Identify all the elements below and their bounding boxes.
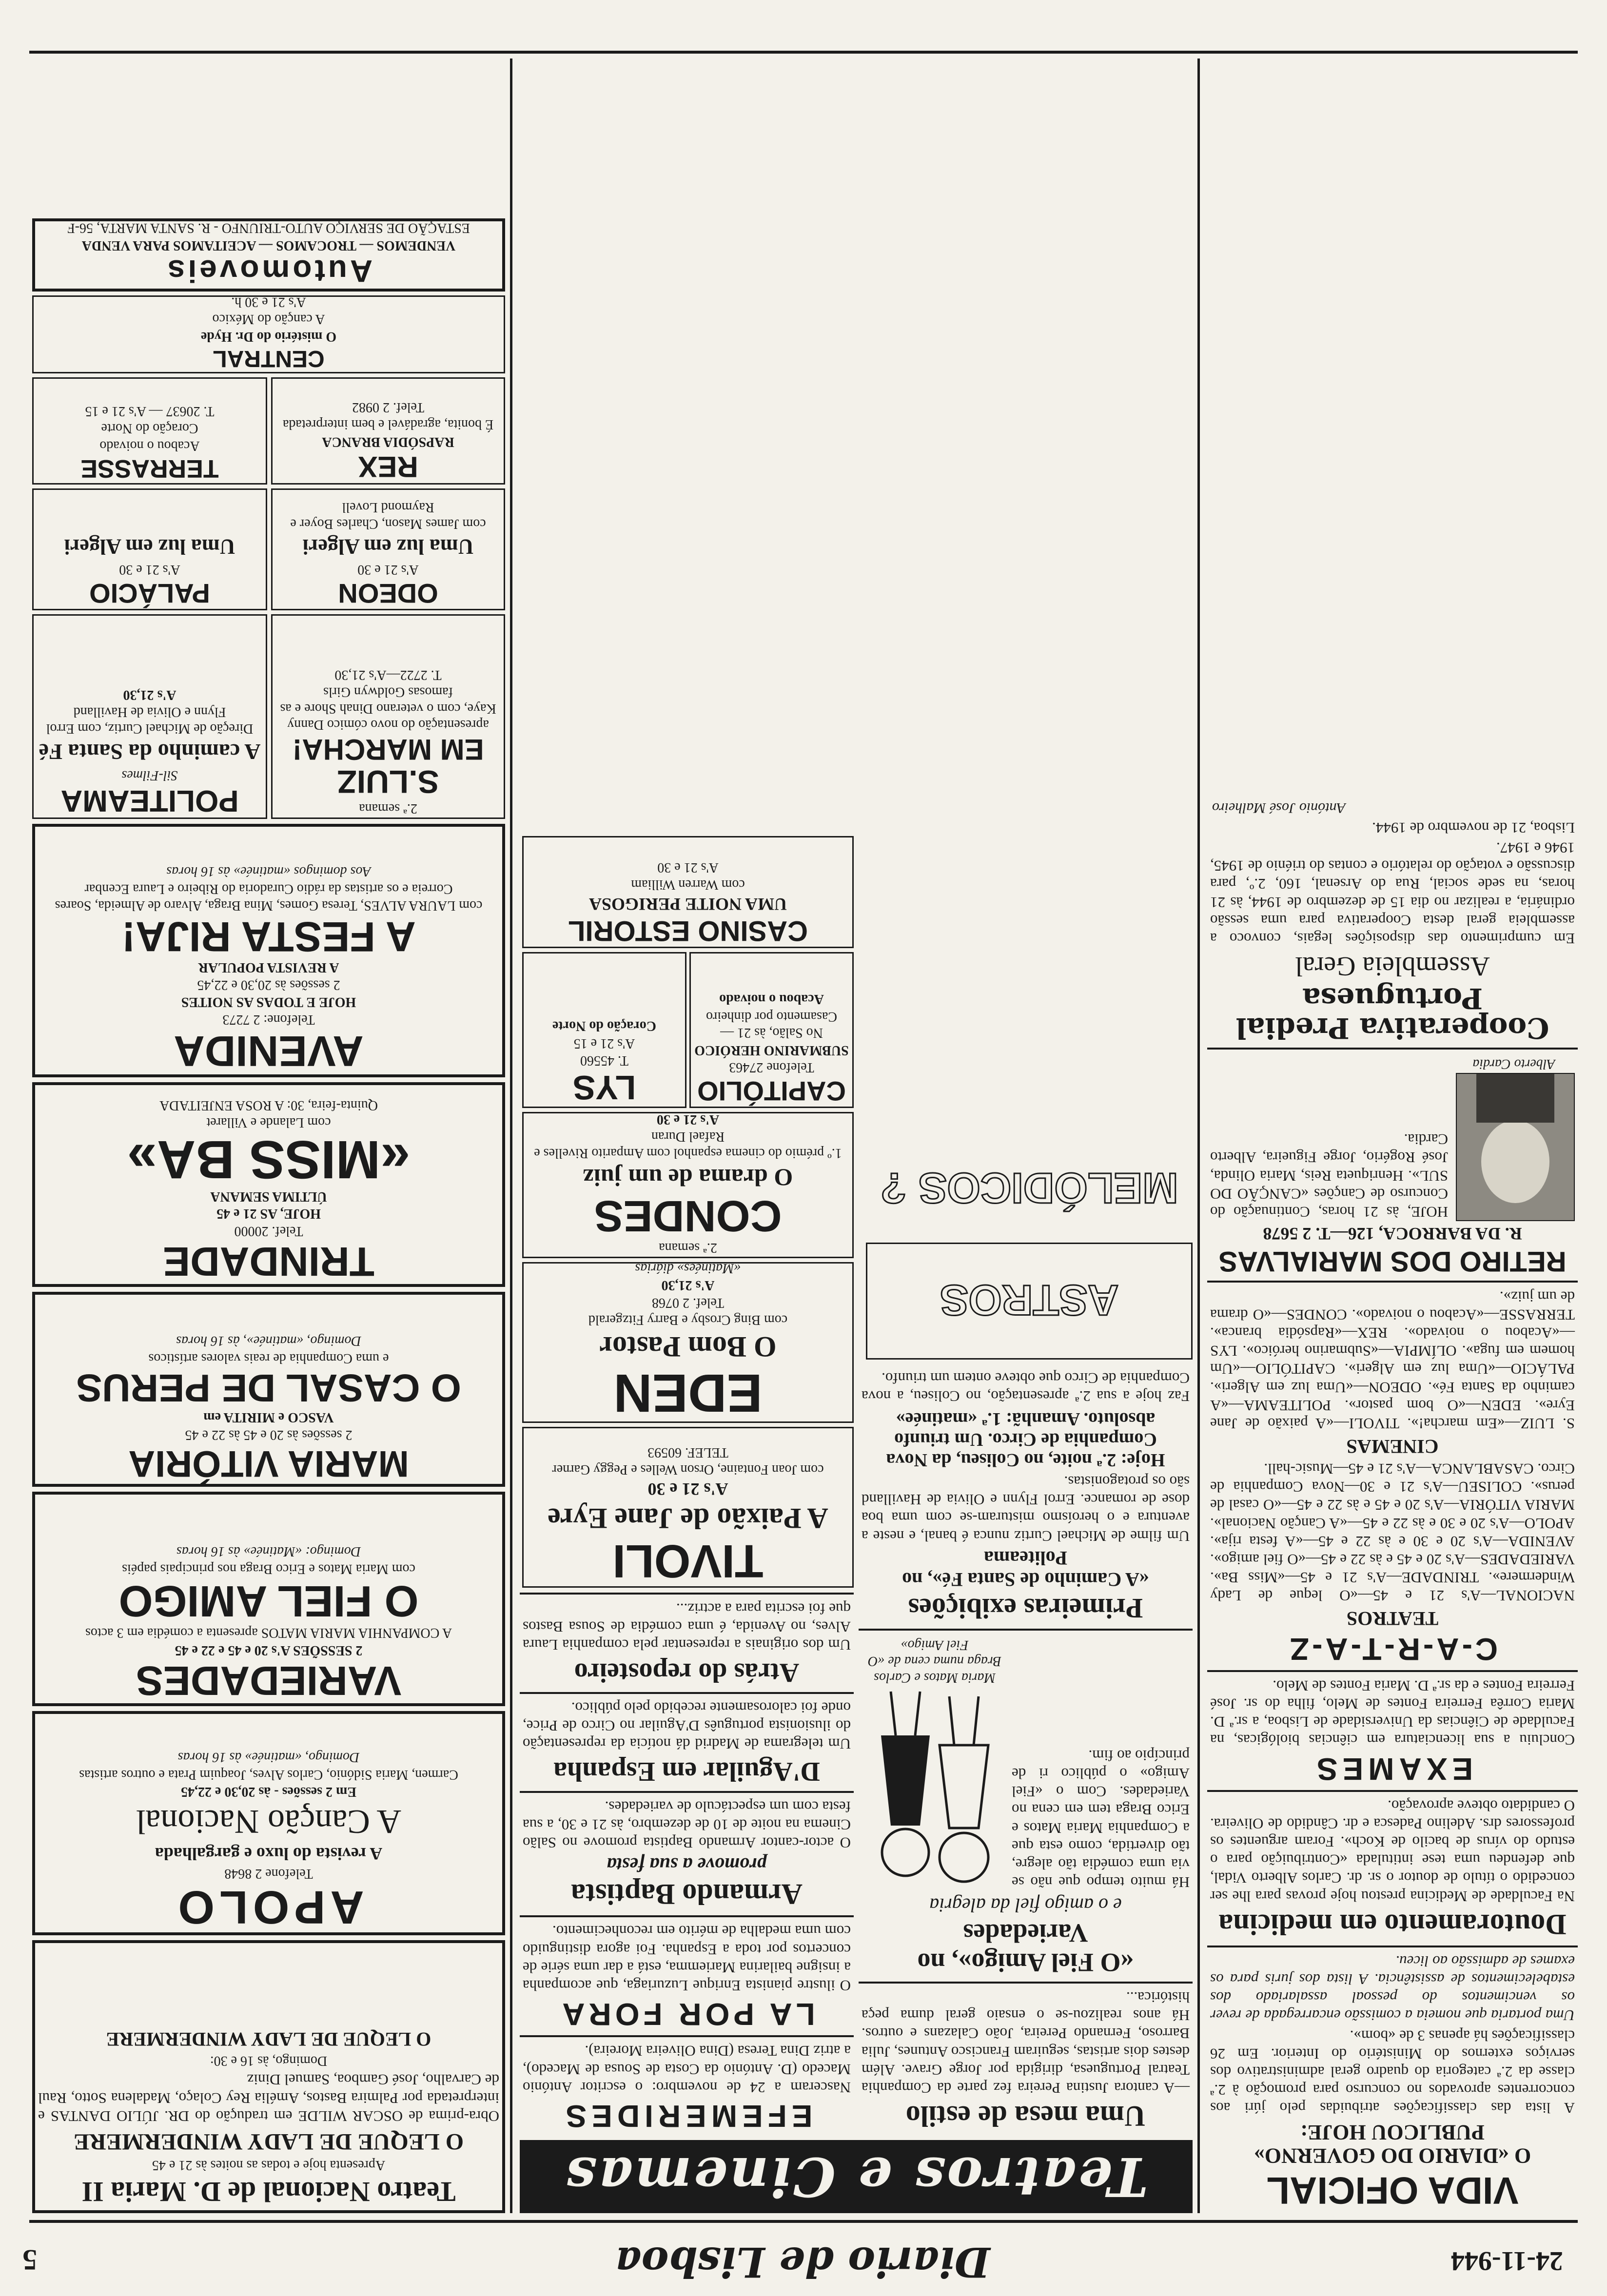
portrait-image — [1456, 1073, 1575, 1221]
eden-cast: com Bing Crosby e Barry Fitzgerald — [588, 1312, 788, 1328]
central-title: CENTRAL — [213, 346, 325, 371]
avenida-ad — [32, 824, 505, 1077]
capitolio-extra: Acabou o noivado — [719, 992, 824, 1007]
palacio-ad — [32, 488, 267, 610]
page-number: 5 — [22, 2244, 37, 2276]
tivoli-title: TIVOLI — [612, 1535, 764, 1588]
maria-vitoria-ad — [32, 1292, 505, 1487]
mesa-estilo-text: —A cantora Justina Pereira fez parte da Companhia Teatral Portuguesa, dirigida por Jorge Grave. Além destes dois artistas, seguiram Francisco Antunes, Julia Barroso, Fernando Pereira, João Calazans e outros. Há anos realizou-se o ensaio geral duma peça histórica... — [862, 1989, 1190, 2097]
efemerides-heading: EFEMERIDES — [561, 2099, 813, 2134]
central-extra: A canção do México — [212, 311, 325, 327]
armando-sub: promove a sua festa — [607, 1854, 767, 1876]
variedades-show: O FIEL AMIGO — [118, 1576, 419, 1625]
trindade-show: «MISS BA» — [127, 1129, 411, 1190]
sao-luiz-show: EM MARCHA! — [292, 733, 484, 766]
odeon-show: Uma luz em Algeri — [302, 535, 474, 559]
divider — [520, 2035, 854, 2037]
cooperativa-signature: António José Malheiro — [1212, 799, 1346, 816]
divider — [1207, 1670, 1578, 1672]
divider — [520, 1692, 854, 1694]
la-por-fora-text: O ilustre pianista Enrique Luzuriaga, que acompanha a insigne bailarina Mariemma, está a dar uma série de concertos por toda a Espanha. Foi agora distinguido com uma medalha de mérito em reconhecimento. — [523, 1923, 851, 1995]
fiel-amigo-text: Há muito tempo que não se via uma comédia tão alegre, tão divertida, como esta que a Companhia Maria Matos e Erico Braga tem em cena no Variedades. Com o «Fiel Amigo» o público ri de princípio ao fim. — [1012, 1747, 1190, 1891]
sao-luiz-phone: T. 2722—A's 21,30 — [334, 667, 442, 682]
avenida-sub: HOJE E TODAS AS NOITES — [181, 994, 356, 1010]
divider — [520, 1915, 854, 1917]
column-middle — [520, 58, 1193, 2213]
efemerides-text: Nasceram a 24 de novembro: o escritor António Macedo (D. António da Costa de Sousa de Macedo), a atriz Dina Teresa (Dina Oliveira Moreira). — [523, 2043, 851, 2096]
sao-luiz-title: S.LUIZ — [337, 764, 439, 800]
apolo-sunday: Domingo, «matinée» às 16 horas — [177, 1750, 360, 1765]
divider — [1207, 1048, 1578, 1050]
retiro-heading: RETIRO DOS MARIALVAS — [1218, 1245, 1567, 1278]
exames-text: Concluiu a sua licenciatura em ciências biológicas, na Faculdade de Ciências da Universidade de Lisboa, a sr.ª D. Maria Corrêa Ferreira Fontes de Melo, filha do sr. José Ferreira Fontes e da sr.ª D. Maria Fontes de Melo. — [1210, 1677, 1575, 1749]
trindade-phone: Telef. 20000 — [234, 1224, 303, 1239]
variedades-title: VARIEDADES — [136, 1658, 402, 1704]
condes-title: CONDES — [594, 1191, 782, 1240]
lys-sessions: A's 21 e 15 — [573, 1035, 635, 1051]
divider — [1207, 1946, 1578, 1947]
avenida-tag: A REVISTA POPULAR — [198, 960, 339, 975]
sao-luiz-ad — [271, 614, 505, 819]
odeon-title: ODEON — [338, 578, 438, 609]
fiel-amigo-sub: e o amigo fiel da alegria — [929, 1894, 1122, 1917]
casino-show: UMA NOITE PERIGOSA — [588, 895, 787, 915]
masthead-date: 24-11-944 — [1450, 2246, 1563, 2276]
variedades-sunday: Domingo: «Matinée» às 16 horas — [176, 1544, 361, 1559]
page-bottom-rule — [29, 51, 1578, 54]
column-rule — [510, 58, 512, 2213]
variedades-ad — [32, 1492, 505, 1706]
politeama-show: A caminho da Santa Fé — [39, 739, 261, 765]
cartaz-teatros: NACIONAL—A's 21 e 45—«O leque de Lady Windermere». TRINDADE—A's 21 e 45—«Miss Ba». VARIEDADES—A's 20 e 45 e às 22 e 45—«O fiel amigo». AVENIDA—A's 20 e 30 e às 22 e 45—«A festa rija». APOLO—A's 20 e 30 e às 22 e 45—«A Canção Nacional». MARIA VITÓRIA—A's 20 e 45 e às 22 e 45—«O casal de perus». COLISEU—A's 21 e 30—Nova Companhia de Circo. CASABLANCA—A's 21 e 45—Music-hall. — [1210, 1460, 1575, 1605]
maria-vitoria-show: O CASAL DE PERUS — [76, 1366, 461, 1410]
condes-week: 2.ª semana — [659, 1240, 717, 1256]
capitolio-title: CAPITÓLIO — [697, 1076, 846, 1107]
nacional-ad — [32, 1940, 505, 2213]
nacional-sub: Apresenta hoje e todas as noites às 21 e 45 — [152, 2158, 386, 2173]
trindade-title: TRINDADE — [163, 1239, 374, 1284]
teatros-cinemas-banner: Teatros e Cinemas — [520, 2140, 1193, 2213]
armando-heading: Armando Baptista — [570, 1878, 803, 1911]
doutoramento-text: Na Faculdade de Medicina prestou hoje provas para lhe ser concedido o título de doutor o sr. dr. Carlos Alberto Vidal, que defendeu uma tese intitulada «Contribuição para o estudo do vírus de bacilo de Koch». Foram arguentes os professores drs. Adelino Padesca e dr. Cândido de Oliveira. O candidato obteve aprovação. — [1210, 1797, 1575, 1905]
rex-text: É bonita, agradável e bem interpretada — [282, 417, 494, 432]
politeama-sessions: A's 21,30 — [123, 687, 176, 702]
casino-sessions: A's 21 e 30 — [657, 859, 719, 875]
astros-heading: ASTROS MELÓDICOS ? — [880, 1164, 1178, 1324]
maria-vitoria-title: MARIA VITÓRIA — [128, 1443, 409, 1484]
avenida-phone: Telefone: 2 7273 — [222, 1012, 315, 1027]
sao-luiz-week: 2.ª semana — [359, 801, 417, 816]
tivoli-phone: TELEF. 60593 — [647, 1444, 728, 1460]
sao-luiz-text: apresentação do novo cómico Danny Kaye, com o veterano Dinah Shore e as famosas Goldwyn Girls — [280, 684, 496, 733]
nacional-footer: O LEQUE DE LADY WINDERMERE — [106, 2028, 431, 2050]
palacio-show: Uma luz em Algeri — [64, 535, 235, 559]
central-ad — [32, 295, 505, 373]
capitolio-show: SUBMARINO HERÓICO — [694, 1042, 849, 1058]
automoveis-ad — [32, 218, 505, 292]
terrasse-phone: T. 20637 — A's 21 e 15 — [85, 403, 215, 419]
condes-text: 1.º prémio do cinema espanhol com Amparito Rivelles e Rafael Duran — [534, 1129, 842, 1161]
trindade-sunday: Quinta-feira, 30: A ROSA ENJEITADA — [159, 1097, 378, 1113]
avenida-cast: com LAURA ALVES, Teresa Gomes, Mina Braga, Alvaro de Almeida, Soares Correia e os artistas da rádio Curadoria do Ribeiro e Laura Ecenbar — [55, 881, 483, 913]
eden-ad — [522, 1262, 854, 1423]
variedades-sessions: 2 SESSÕES A's 20 e 45 e 22 e 45 — [175, 1643, 363, 1658]
politeama-cast: Direção de Michael Curtiz, com Errol Flynn e Olivia de Havilland — [46, 704, 254, 736]
rex-show: RAPSÓDIA BRANCA — [322, 434, 454, 449]
cartoon-illustration — [862, 1687, 1008, 1891]
politeama-ad — [32, 614, 267, 819]
divider — [520, 1593, 854, 1595]
automoveis-sub: VENDEMOS — TROCAMOS — ACEITAMOS PARA VENDA — [81, 238, 456, 253]
eden-title: EDEN — [613, 1363, 763, 1423]
retiro-text: HOJE, às 21 horas, Continuação do Concurso de Canções «CANÇÃO DO SUL». Henriqueta Reis, Maria Olinda, José Rogério, Jorge Figueira, Alberto Cardia. — [1210, 1131, 1448, 1221]
doutoramento-heading: Doutoramento em medicina — [1218, 1908, 1567, 1941]
divider — [859, 1982, 1193, 1984]
nacional-sunday: Domingo, às 16 e 30: — [210, 2053, 328, 2069]
retiro-address: R. DA BARROCA, 126—T. 2 5678 — [1263, 1224, 1522, 1244]
rex-phone: Telef. 2 0982 — [352, 399, 425, 415]
cartaz-cinemas: S. LUIZ—«Em marcha!». TIVOLI—«A paixão de Jane Eyre». EDEN—«O bom pastor». POLITEAMA—«A caminho da Santa Fé». ODEON—«Uma luz em Algeri». PALÁCIO—«Uma luz em Algeri». CAPITÓLIO—«Um homem em fuga». OLÍMPIA—«Submarino heróico». LYS—«Acabou o noivado». REX—«Rapsódia branca». TERRASSE—«Acabou o noivado». CONDES—«O drama de um juiz». — [1210, 1288, 1575, 1432]
odeon-cast: com James Mason, Charles Boyer e Raymond Lovell — [290, 500, 486, 532]
trindade-cast: com Lalande e Villaret — [206, 1115, 331, 1130]
casino-cast: com Warren William — [631, 877, 745, 893]
capitolio-ad — [689, 952, 854, 1108]
apolo-ad — [32, 1711, 505, 1935]
apolo-cast: Carmen, Maria Sidónio, Carlos Alves, Joaquim Prata e outros artistas — [79, 1767, 458, 1782]
portrait-caption: Alberto Cardia — [1472, 1056, 1555, 1071]
odeon-ad — [271, 488, 505, 610]
avenida-sessions: 2 sessões às 20,30 e 22,45 — [197, 977, 340, 992]
cartoon-caption: Maria Matos e Carlos Braga numa cena de «O Fiel Amigo» — [868, 1637, 1001, 1686]
trindade-sessions: HOJE, AS 21 e 45 — [216, 1206, 321, 1222]
fiel-amigo-heading: «O Fiel Amigo», no Variedades — [917, 1919, 1134, 1977]
primeiras-sub: «A Caminho de Santa Fé», no Politeama — [902, 1547, 1149, 1591]
odeon-sessions: A's 21 e 30 — [357, 562, 419, 577]
maria-vitoria-sunday: Domingo, «matinée», às 16 horas — [176, 1333, 361, 1349]
politeama-title: POLITEAMA — [60, 784, 239, 817]
capitolio-phone: Telefone 27463 — [729, 1060, 814, 1075]
column-rule — [1197, 58, 1200, 2213]
cooperativa-heading: Cooperativa Predial Portuguesa — [1235, 982, 1549, 1045]
astros-box — [866, 1164, 1193, 1360]
terrasse-title: TERRASSE — [80, 454, 219, 483]
maria-vitoria-company: VASCO e MIRITA em — [203, 1410, 334, 1425]
apolo-sessions: Em 2 sessões - às 20,30 e 22,45 — [180, 1784, 357, 1800]
lys-show: Coração do Norte — [552, 1018, 657, 1034]
lys-phone: T. 45560 — [580, 1053, 629, 1069]
vida-oficial-sub: O «DIARIO DO GOVERNO» PUBLICOU HOJE: — [1254, 2120, 1531, 2168]
divider — [520, 1791, 854, 1793]
central-sessions: A's 21 e 30 h. — [231, 294, 306, 310]
cartaz-heading: C-A-R-T-A-Z — [1287, 1631, 1498, 1667]
mesa-estilo-heading: Uma mesa de estilo — [905, 2100, 1146, 2132]
vida-oficial-text: A lista das classificações atribuidas pelo júri aos concorrentes aprovados no concurso para promoção à 2.ª classe da 2.ª categoria do quadro geral administrativo dos serviços externos do Ministério do Interior. Em 26 classificações há apenas 3 de «bom». — [1210, 2027, 1575, 2117]
eden-show: O Bom Pastor — [599, 1331, 777, 1363]
lys-title: LYS — [572, 1069, 636, 1107]
la-por-fora-heading: LA POR FORA — [558, 1997, 815, 2032]
nacional-title: Teatro Nacional de D. Maria II — [81, 2176, 456, 2208]
trindade-ad — [32, 1082, 505, 1287]
terrasse-show: Acabou o noivado — [99, 438, 200, 453]
column-right — [29, 58, 505, 2213]
avenida-title: AVENIDA — [174, 1027, 364, 1075]
vida-oficial-notes: Uma portaria que nomeia a comissão encarregada de rever os vencimentos do pessoal assalariado dos estabelecimentos de assistência. A lista dos juris para os exames de admissão ao liceu. — [1210, 1952, 1575, 2024]
variedades-cast: com Maria Matos e Erico Braga nos principais papéis — [122, 1561, 415, 1576]
casino-title: CASINO ESTORIL — [568, 915, 808, 947]
coliseu-text: Faz hoje a sua 2.ª apresentação, no Coliseu, a nova Companhia de Circo que obteve ontem um triunfo. — [862, 1370, 1190, 1405]
maria-vitoria-sessions: 2 sessões às 20 e 45 às 22 e 45 — [185, 1427, 353, 1442]
eden-sub: «Matinées» diárias — [635, 1260, 741, 1276]
avenida-sunday: Aos domingos «matinée» às 16 horas — [166, 864, 371, 879]
aguilar-heading: D'Aguilar em Espanha — [553, 1756, 820, 1787]
divider — [1207, 1790, 1578, 1792]
capitolio-text: No Salão, às 21 — Casamento por dinheiro — [706, 1009, 838, 1041]
nacional-text: Obra-prima de OSCAR WILDE em tradução do DR. JÚLIO DANTAS e interpretada por Palmira Bastos, Amélia Rey Colaço, Madalena Sotto, Raul de Carvalho, José Gamboa, Samuel Diniz — [38, 2071, 499, 2125]
apolo-tag: A revista do luxo e gargalhada — [155, 1844, 383, 1864]
apolo-title: APOLO — [173, 1881, 364, 1933]
central-text: O mistério do Dr. Hyde — [200, 329, 337, 344]
masthead-rule — [29, 2220, 1578, 2223]
armando-text: O actor-cantor Armando Baptista promove no Salão Cinema na noite de 10 de dezembro, às 21 e 30, a sua festa com um espectáculo de variedades. — [523, 1798, 851, 1852]
terrasse-ad — [32, 377, 267, 485]
condes-show: O drama de um juiz — [583, 1164, 793, 1191]
tivoli-show: A Paixão de Jane Eyre — [548, 1502, 828, 1535]
cartaz-teatros-label: TEATROS — [1346, 1608, 1439, 1630]
condes-sessions: A's 21 e 30 — [656, 1111, 720, 1127]
cooperativa-text: Em cumprimento das disposições legais, convoco a assembleia geral desta Cooperativa para uma sessão ordinária, a realizar no dia 15 de dezembro de 1944, às 21 horas, na sede social, Rua do Arsenal, 160, 2.º, para discussão e votação do relatório e contas do triénio de 1945, 1946 e 1947. — [1210, 839, 1575, 947]
divider — [859, 1629, 1193, 1631]
lys-ad — [522, 952, 686, 1108]
nacional-play: O LEQUE DE LADY WINDERMERE — [73, 2128, 464, 2155]
primeiras-text: Um filme de Michael Curtiz nunca é banal, e neste a aventura e o heroísmo misturam-se com uma boa dose de romance. Errol Flynn e Olivia de Havilland são os protagonistas. — [862, 1473, 1190, 1545]
cooperativa-sub: Assembleia Geral — [1295, 951, 1490, 981]
politeama-sub: Sil-Filmes — [121, 768, 178, 783]
exames-heading: EXAMES — [1312, 1751, 1473, 1787]
aguilar-text: Um telegrama de Madrid dá notícia da representação do ilusionista português D'Aguilar no Circo de Price, onde foi calorosamente recebido pelo público. — [523, 1699, 851, 1753]
variedades-company: A COMPANHIA MARIA MATOS apresenta a comédia em 3 actos — [85, 1625, 452, 1641]
trindade-sub: ÚLTIMA SEMANA — [210, 1188, 327, 1204]
coliseu-heading: Hoje: 2.ª noite, no Coliseu, da Nova Companhia de Circo. Um triunfo absoluto. Amanhã: 1.ª «matinée» — [886, 1409, 1165, 1470]
apolo-phone: Telefone 2 8648 — [224, 1866, 313, 1881]
maria-vitoria-sub: e uma Companhia de reais valores artísticos — [148, 1350, 389, 1366]
apolo-show: A Canção Nacional — [136, 1803, 402, 1841]
automoveis-text: ESTAÇÃO DE SERVIÇO AUTO-TRIUNFO - R. SANTA MARTA, 56-F — [67, 220, 470, 236]
avenida-show: A FESTA RIJA! — [121, 913, 416, 960]
terrasse-extra: Coração do Norte — [101, 421, 198, 436]
rex-ad — [271, 377, 505, 485]
tivoli-cast: com Joan Fontaine, Orson Welles e Peggy Garner — [552, 1462, 824, 1478]
primeiras-heading: Primeiras exibições — [908, 1593, 1143, 1625]
palacio-sessions: A's 21 e 30 — [119, 562, 180, 577]
eden-phone: Telef. 2 0768 — [651, 1295, 725, 1310]
rex-title: REX — [358, 450, 418, 483]
eden-sessions: A's 21,30 — [661, 1278, 715, 1293]
divider — [1207, 1281, 1578, 1283]
automoveis-title: Automoveis — [164, 253, 373, 289]
reposteiro-text: Um dos originais a representar pela companhia Laura Alves, no Avenida, é uma comédia de Sousa Bastos que foi escrita para a actriz... — [523, 1600, 851, 1654]
cooperativa-date: Lisboa, 21 de novembro de 1944. — [1372, 819, 1575, 837]
middle-subcolumn-a — [859, 836, 1193, 2135]
column-left — [1207, 58, 1578, 2213]
reposteiro-heading: Atrás do reposteiro — [574, 1657, 800, 1688]
tivoli-sessions: A's 21 e 30 — [647, 1479, 728, 1499]
casino-ad — [522, 836, 854, 948]
condes-ad — [522, 1112, 854, 1258]
masthead-title: Diario de Lisboa — [615, 2238, 990, 2286]
vida-oficial-heading: VIDA OFICIAL — [1266, 2169, 1519, 2212]
middle-subcolumn-b — [520, 836, 854, 2135]
cartaz-cinemas-label: CINEMAS — [1346, 1435, 1439, 1458]
tivoli-ad — [522, 1427, 854, 1588]
palacio-title: PALÁCIO — [89, 578, 210, 609]
